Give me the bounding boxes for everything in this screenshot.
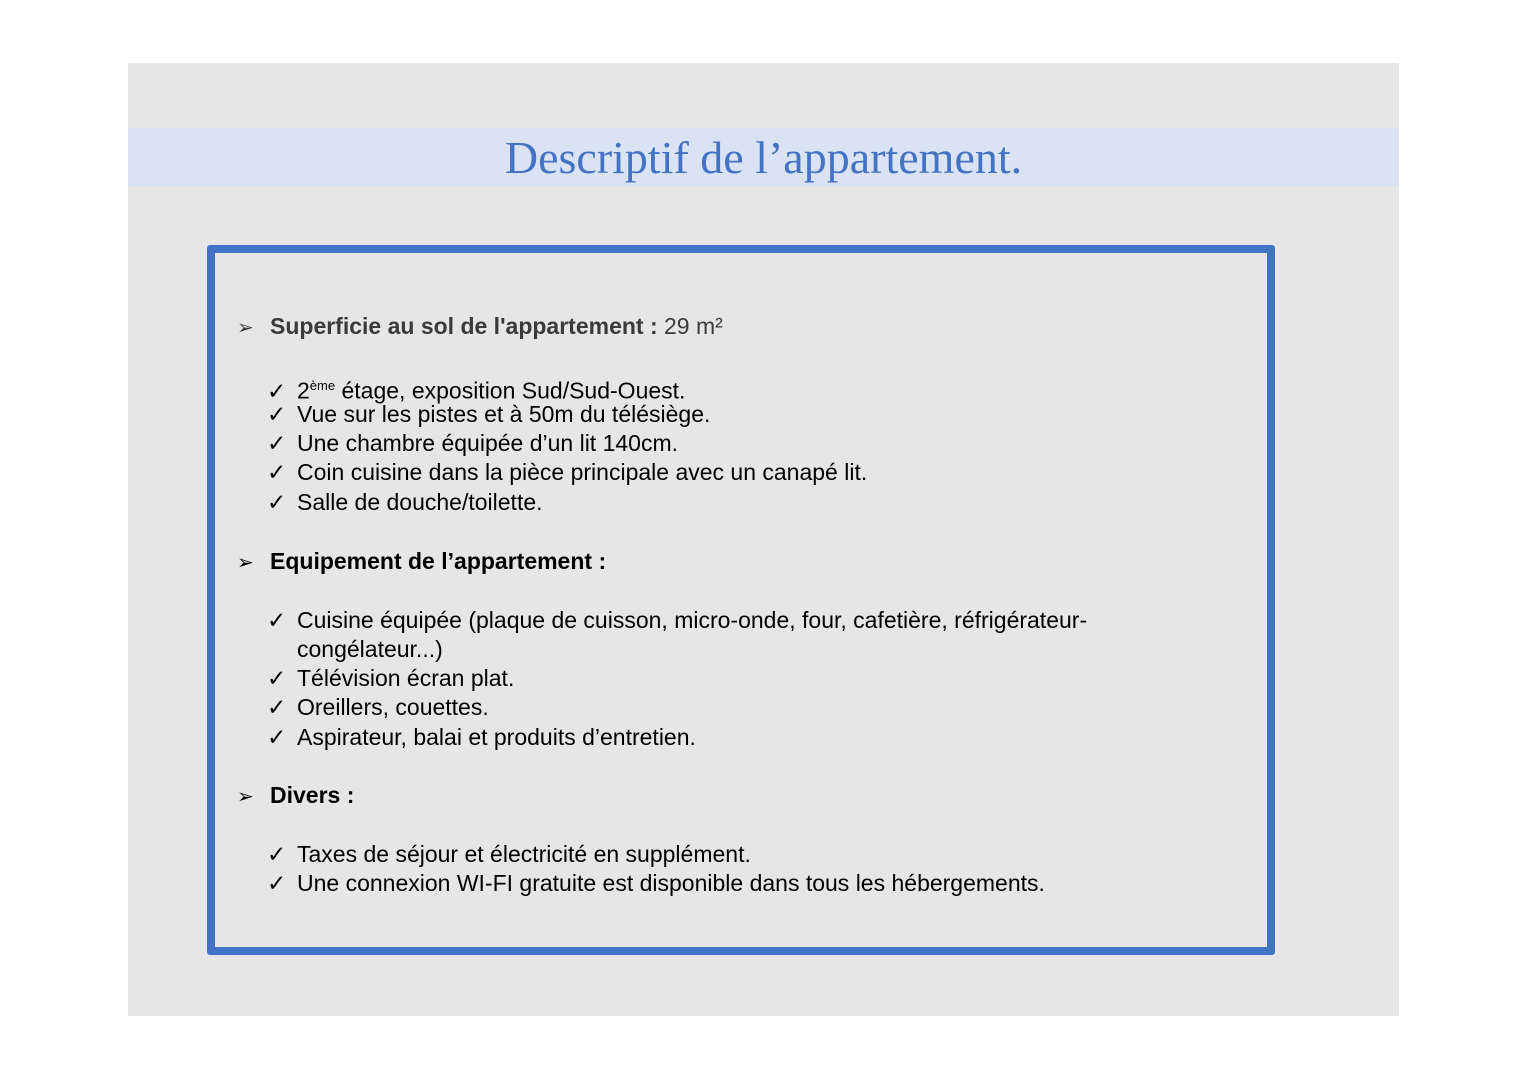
description-box [207,245,1275,955]
list-item: ✓ Coin cuisine dans la pièce principale avec un canapé lit. [267,459,868,485]
section-label: Divers : [270,782,355,808]
document-page [128,63,1399,1016]
list-item: ✓ Cuisine équipée (plaque de cuisson, micro-onde, four, cafetière, réfrigérateur- [267,607,1088,633]
check-icon: ✓ [267,459,287,485]
check-icon: ✓ [267,724,287,750]
check-icon: ✓ [267,489,287,515]
list-item: ✓ Une chambre équipée d’un lit 140cm. [267,430,679,456]
list-item: ✓ Vue sur les pistes et à 50m du télésiège. [267,401,711,427]
list-item-continuation: congélateur...) [297,636,443,662]
check-icon: ✓ [267,607,287,633]
page-title: Descriptif de l’appartement. [504,132,1023,183]
list-item: ✓ 2ème étage, exposition Sud/Sud-Ouest. [267,377,686,404]
arrow-bullet-icon: ➢ [237,552,254,574]
check-icon: ✓ [267,377,287,404]
section-label: Superficie au sol de l'appartement : [270,313,658,339]
list-item: ✓ Oreillers, couettes. [267,694,489,720]
list-item: ✓ Salle de douche/toilette. [267,489,543,515]
check-icon: ✓ [267,870,287,896]
section-header-divers [237,781,354,812]
section-header-equipement [237,547,606,578]
list-item: ✓ Aspirateur, balai et produits d’entretien. [267,724,696,750]
arrow-bullet-icon: ➢ [237,786,254,808]
list-item: ✓ Taxes de séjour et électricité en supplément. [267,841,751,867]
section-header-superficie [237,312,723,343]
check-icon: ✓ [267,841,287,867]
check-icon: ✓ [267,694,287,720]
arrow-bullet-icon: ➢ [237,317,254,339]
check-icon: ✓ [267,665,287,691]
section-label: Equipement de l’appartement : [270,548,607,574]
list-item: ✓ Une connexion WI-FI gratuite est disponible dans tous les hébergements. [267,870,1045,896]
surface-value: 29 m² [664,313,723,339]
check-icon: ✓ [267,430,287,456]
list-item: ✓ Télévision écran plat. [267,665,515,691]
check-icon: ✓ [267,401,287,427]
